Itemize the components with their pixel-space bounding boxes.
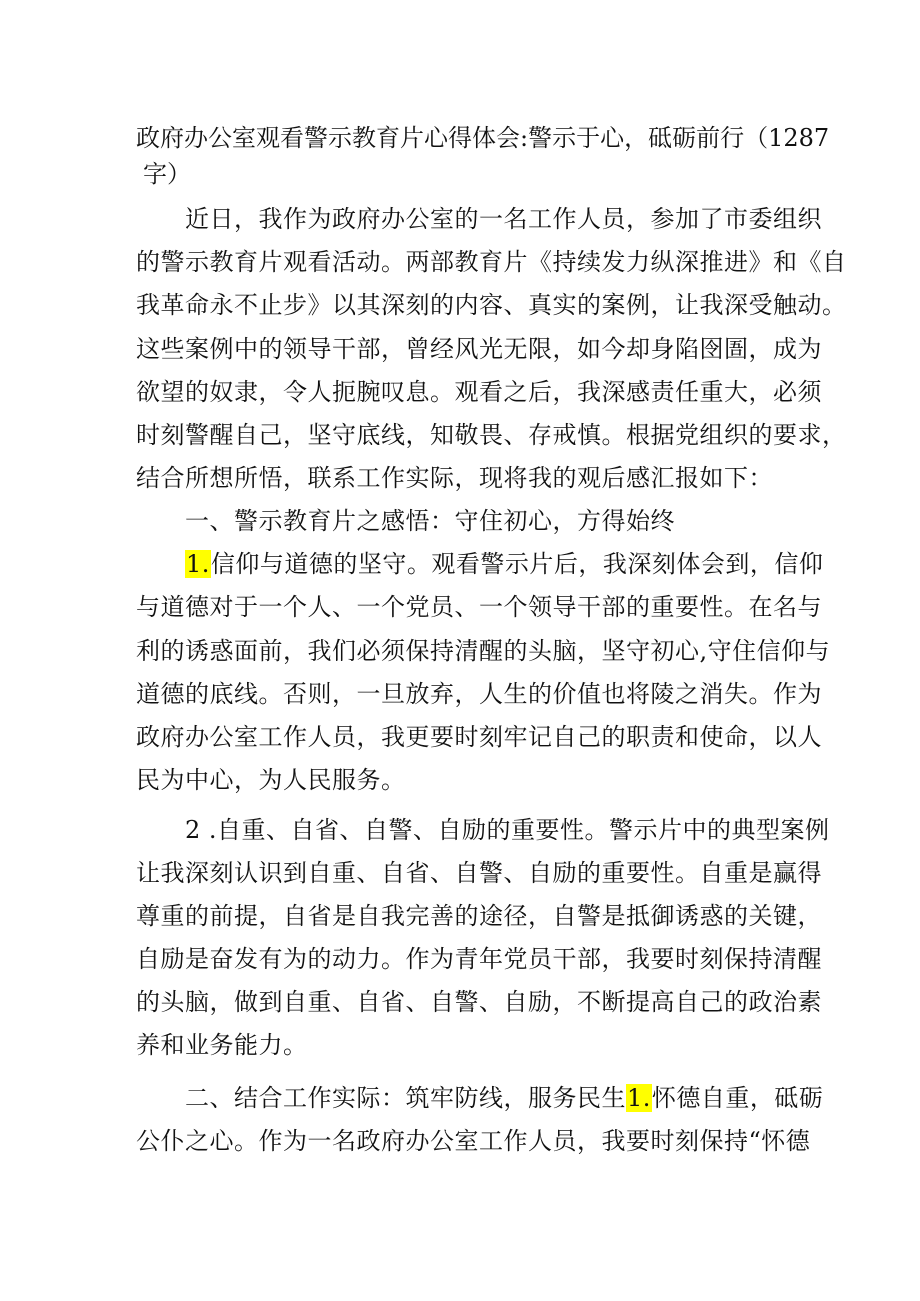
intro-line-1: 近日，我作为政府办公室的一名工作人员，参加了市委组织 — [185, 205, 822, 233]
item1-line-5: 政府办公室工作人员，我更要时刻牢记自己的职责和使命，以人 — [136, 723, 822, 751]
section-heading-2-line — [185, 1083, 823, 1113]
last-paragraph-line-1: 公仆之心。作为一名政府办公室工作人员，我要时刻保持“怀德 — [136, 1127, 811, 1155]
item2-line-4: 自励是奋发有为的动力。作为青年党员干部，我要时刻保持清醒 — [136, 945, 822, 973]
item1-line-1-text: 信仰与道德的坚守。观看警示片后，我深刻体会到，信仰 — [210, 550, 824, 578]
item1-first-line — [185, 549, 823, 579]
section-heading-2: 二、结合工作实际：筑牢防线，服务民生 — [185, 1084, 626, 1112]
item1-line-4: 道德的底线。否则，一旦放弃，人生的价值也将陵之消失。作为 — [136, 680, 822, 708]
item2-line-6: 养和业务能力。 — [136, 1031, 308, 1059]
highlighted-item-number: 1. — [186, 550, 210, 578]
section-heading-2-tail: 怀德自重，砥砺 — [651, 1084, 824, 1112]
item2-line-5: 的头脑，做到自重、自省、自警、自励，不断提高自己的政治素 — [136, 988, 822, 1016]
document-title-line-1: 政府办公室观看警示教育片心得体会:警示于心，砥砺前行（1287 — [136, 124, 830, 152]
item2-line-1: 2 .自重、自省、自警、自励的重要性。警示片中的典型案例 — [185, 816, 830, 844]
intro-line-3: 我革命永不止步》以其深刻的内容、真实的案例，让我深受触动。 — [136, 291, 847, 319]
item1-line-6: 民为中心，为人民服务。 — [136, 766, 406, 794]
item2-line-2: 让我深刻认识到自重、自省、自警、自励的重要性。自重是赢得 — [136, 859, 822, 887]
intro-line-4: 这些案例中的领导干部，曾经风光无限，如今却身陷囹圄，成为 — [136, 335, 822, 363]
item2-line-3: 尊重的前提，自省是自我完善的途径，自警是抵御诱惑的关键， — [136, 902, 822, 930]
document-title-line-2: 字） — [143, 160, 191, 188]
intro-line-2: 的警示教育片观看活动。两部教育片《持续发力纵深推进》和《自 — [136, 248, 847, 276]
section-heading-1: 一、警示教育片之感悟：守住初心，方得始终 — [185, 507, 675, 535]
intro-line-5: 欲望的奴隶，令人扼腕叹息。观看之后，我深感责任重大，必须 — [136, 378, 822, 406]
highlighted-item-number: 1. — [627, 1084, 651, 1112]
item1-line-3: 利的诱惑面前，我们必须保持清醒的头脑，坚守初心,守住信仰与 — [136, 637, 831, 665]
item1-line-2: 与道德对于一个人、一个党员、一个领导干部的重要性。在名与 — [136, 593, 822, 621]
intro-line-7: 结合所想所悟，联系工作实际，现将我的观后感汇报如下： — [136, 464, 773, 492]
intro-line-6: 时刻警醒自己，坚守底线，知敬畏、存戒慎。根据党组织的要求， — [136, 421, 847, 449]
